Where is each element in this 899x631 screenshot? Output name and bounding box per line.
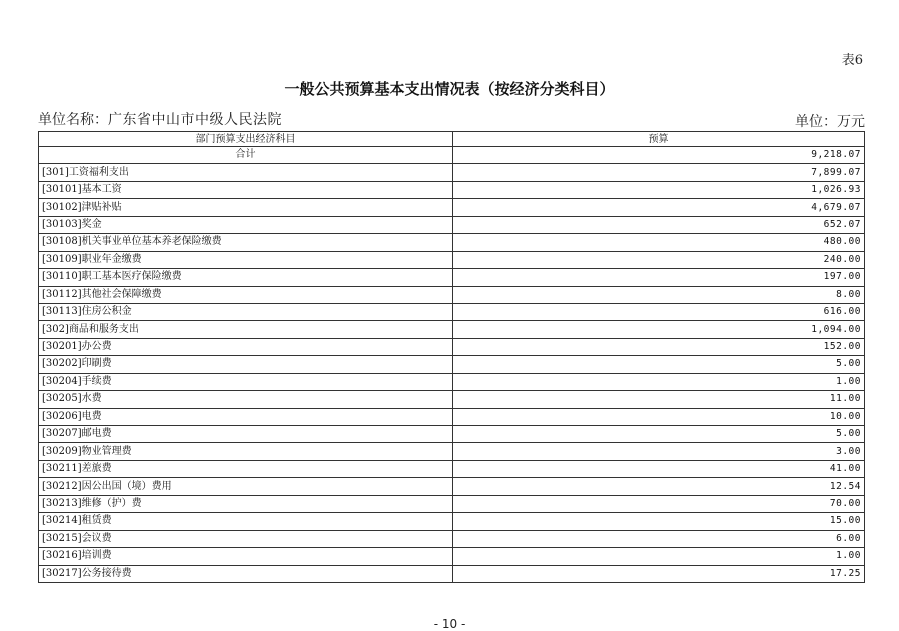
row-subject: [302]商品和服务支出 <box>39 321 453 338</box>
row-amount: 616.00 <box>453 303 865 320</box>
row-amount: 5.00 <box>453 426 865 443</box>
table-row <box>39 478 865 495</box>
table-row <box>39 356 865 373</box>
table-header-row <box>39 132 865 147</box>
row-amount: 9,218.07 <box>453 147 865 164</box>
row-subject: [30202]印刷费 <box>39 356 453 373</box>
row-subject: [30205]水费 <box>39 391 453 408</box>
table-row <box>39 408 865 425</box>
table-row <box>39 565 865 582</box>
row-subject: [30207]邮电费 <box>39 426 453 443</box>
row-subject: [30102]津贴补贴 <box>39 199 453 216</box>
row-subject: [30216]培训费 <box>39 548 453 565</box>
table-body <box>39 147 865 583</box>
table-row <box>39 181 865 198</box>
row-subject: [30113]住房公积金 <box>39 303 453 320</box>
unit-name-label: 单位名称： <box>38 112 108 128</box>
unit-name-value: 广东省中山市中级人民法院 <box>108 112 282 128</box>
table-row <box>39 495 865 512</box>
row-subject: [30212]因公出国（境）费用 <box>39 478 453 495</box>
row-amount: 70.00 <box>453 495 865 512</box>
row-amount: 5.00 <box>453 356 865 373</box>
row-subject: [30215]会议费 <box>39 530 453 547</box>
table-row <box>39 164 865 181</box>
unit-name-line <box>38 109 282 129</box>
budget-table <box>38 131 865 583</box>
row-amount: 197.00 <box>453 269 865 286</box>
row-subject: [30101]基本工资 <box>39 181 453 198</box>
row-amount: 8.00 <box>453 286 865 303</box>
row-subject: [30213]维修（护）费 <box>39 495 453 512</box>
row-amount: 152.00 <box>453 338 865 355</box>
row-amount: 4,679.07 <box>453 199 865 216</box>
table-row <box>39 513 865 530</box>
table-row <box>39 216 865 233</box>
table-row <box>39 251 865 268</box>
row-amount: 1,094.00 <box>453 321 865 338</box>
table-row <box>39 548 865 565</box>
table-row <box>39 373 865 390</box>
row-subject: [30209]物业管理费 <box>39 443 453 460</box>
row-subject: [30103]奖金 <box>39 216 453 233</box>
table-row <box>39 460 865 477</box>
table-row <box>39 426 865 443</box>
currency-unit-label: 单位：万元 <box>795 114 865 130</box>
row-subject: [30206]电费 <box>39 408 453 425</box>
row-subject: [30201]办公费 <box>39 338 453 355</box>
row-subject: [30204]手续费 <box>39 373 453 390</box>
row-amount: 17.25 <box>453 565 865 582</box>
table-row <box>39 321 865 338</box>
table-row <box>39 147 865 164</box>
row-amount: 41.00 <box>453 460 865 477</box>
row-subject: [30211]差旅费 <box>39 460 453 477</box>
row-subject: [301]工资福利支出 <box>39 164 453 181</box>
table-row <box>39 338 865 355</box>
row-amount: 480.00 <box>453 234 865 251</box>
row-amount: 652.07 <box>453 216 865 233</box>
row-subject: [30109]职业年金缴费 <box>39 251 453 268</box>
table-row <box>39 286 865 303</box>
row-amount: 11.00 <box>453 391 865 408</box>
row-amount: 6.00 <box>453 530 865 547</box>
row-amount: 1.00 <box>453 373 865 390</box>
row-amount: 3.00 <box>453 443 865 460</box>
table-row <box>39 443 865 460</box>
row-subject: [30217]公务接待费 <box>39 565 453 582</box>
row-amount: 15.00 <box>453 513 865 530</box>
row-subject: [30110]职工基本医疗保险缴费 <box>39 269 453 286</box>
page-title: 一般公共预算基本支出情况表（按经济分类科目） <box>284 80 615 98</box>
page-number: - 10 - <box>433 617 466 631</box>
row-amount: 1.00 <box>453 548 865 565</box>
row-amount: 10.00 <box>453 408 865 425</box>
table-row <box>39 303 865 320</box>
row-subject: [30108]机关事业单位基本养老保险缴费 <box>39 234 453 251</box>
row-amount: 12.54 <box>453 478 865 495</box>
row-subject: 合计 <box>39 147 453 164</box>
row-subject: [30214]租赁费 <box>39 513 453 530</box>
table-number: 表6 <box>841 53 863 68</box>
row-amount: 1,026.93 <box>453 181 865 198</box>
header-economic-subject: 部门预算支出经济科目 <box>39 132 453 147</box>
table-row <box>39 199 865 216</box>
row-amount: 240.00 <box>453 251 865 268</box>
row-subject: [30112]其他社会保障缴费 <box>39 286 453 303</box>
table-row <box>39 391 865 408</box>
table-row <box>39 269 865 286</box>
row-amount: 7,899.07 <box>453 164 865 181</box>
header-budget: 预算 <box>453 132 865 147</box>
table-row <box>39 530 865 547</box>
table-row <box>39 234 865 251</box>
